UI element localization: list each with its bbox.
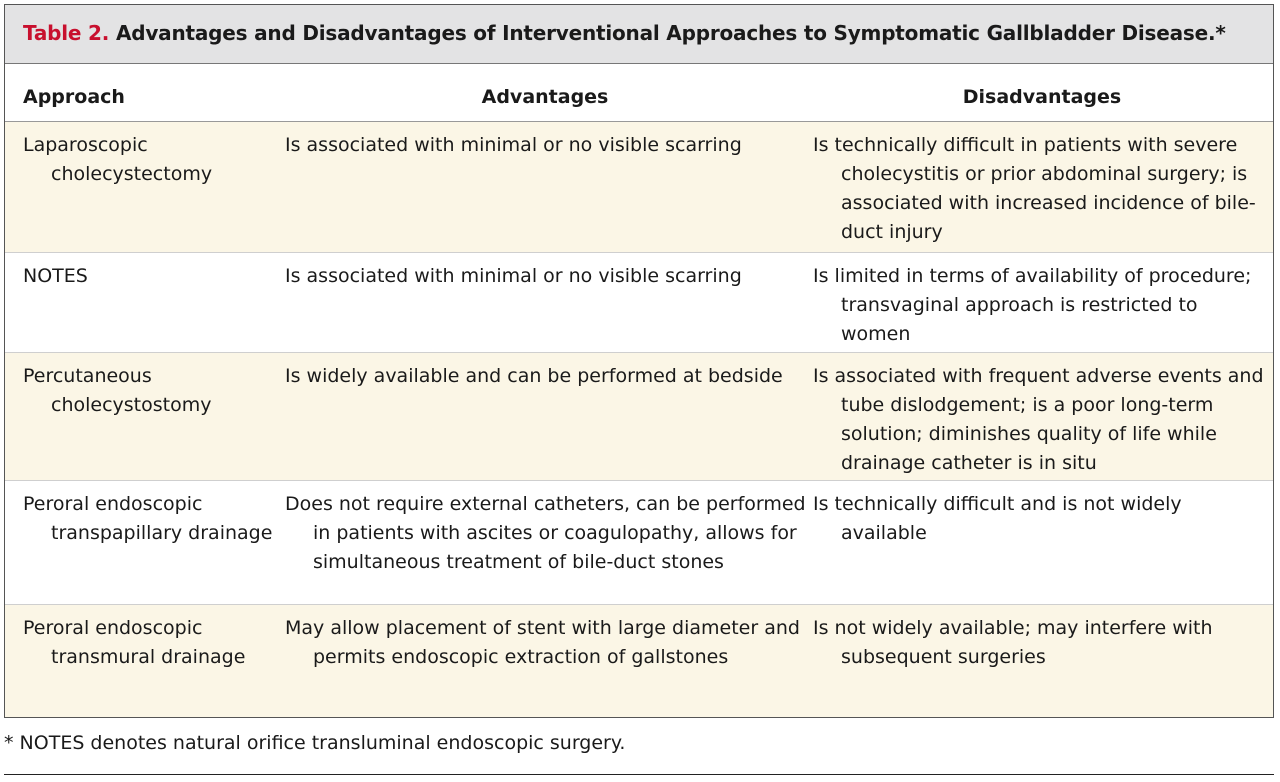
cell-approach: Laparoscopic cholecystectomy bbox=[23, 134, 213, 185]
table-title: Advantages and Disadvantages of Interventional Approaches to Symptomatic Gallbladder Disease.* bbox=[115, 21, 1226, 45]
table-header-row bbox=[5, 64, 1273, 122]
cell-disadvantages: Is technically difficult in patients with severe cholecystitis or prior abdominal surgery; is associated with increased incidence of bile-duct injury bbox=[813, 134, 1256, 243]
cell-advantages: Is associated with minimal or no visible scarring bbox=[285, 134, 742, 156]
table-row-transmural bbox=[5, 605, 1273, 718]
table-title-bar bbox=[5, 5, 1273, 64]
table-row-percutaneous bbox=[5, 353, 1273, 481]
header-advantages: Advantages bbox=[481, 86, 609, 108]
table-row-notes bbox=[5, 253, 1273, 353]
bottom-rule bbox=[4, 774, 1274, 775]
table-row-laparoscopic bbox=[5, 122, 1273, 253]
cell-approach: Peroral endoscopic transmural drainage bbox=[23, 617, 246, 668]
cell-disadvantages: Is associated with frequent adverse events and tube dislodgement; is a poor long-term solution; diminishes quality of life while drainage catheter is in situ bbox=[813, 365, 1264, 474]
header-disadvantages: Disadvantages bbox=[962, 86, 1122, 108]
table-label: Table 2. bbox=[23, 21, 110, 45]
cell-advantages: Does not require external catheters, can be performed in patients with ascites or coagulopathy, allows for simultaneous treatment of bile-duct stones bbox=[285, 493, 806, 573]
cell-approach: Peroral endoscopic transpapillary drainage bbox=[23, 493, 273, 544]
cell-approach: NOTES bbox=[23, 265, 88, 287]
cell-disadvantages: Is technically difficult and is not widely available bbox=[813, 493, 1182, 544]
cell-disadvantages: Is not widely available; may interfere with subsequent surgeries bbox=[813, 617, 1213, 668]
table-footnote: * NOTES denotes natural orifice transluminal endoscopic surgery. bbox=[4, 732, 626, 754]
table-row-transpapillary bbox=[5, 481, 1273, 605]
table-frame bbox=[4, 4, 1274, 718]
cell-advantages: Is widely available and can be performed at bedside bbox=[285, 365, 783, 387]
cell-advantages: May allow placement of stent with large diameter and permits endoscopic extraction of gallstones bbox=[285, 617, 800, 668]
cell-approach: Percutaneous cholecystostomy bbox=[23, 365, 212, 416]
cell-disadvantages: Is limited in terms of availability of procedure; transvaginal approach is restricted to women bbox=[813, 265, 1252, 345]
cell-advantages: Is associated with minimal or no visible scarring bbox=[285, 265, 742, 287]
header-approach: Approach bbox=[23, 86, 125, 108]
